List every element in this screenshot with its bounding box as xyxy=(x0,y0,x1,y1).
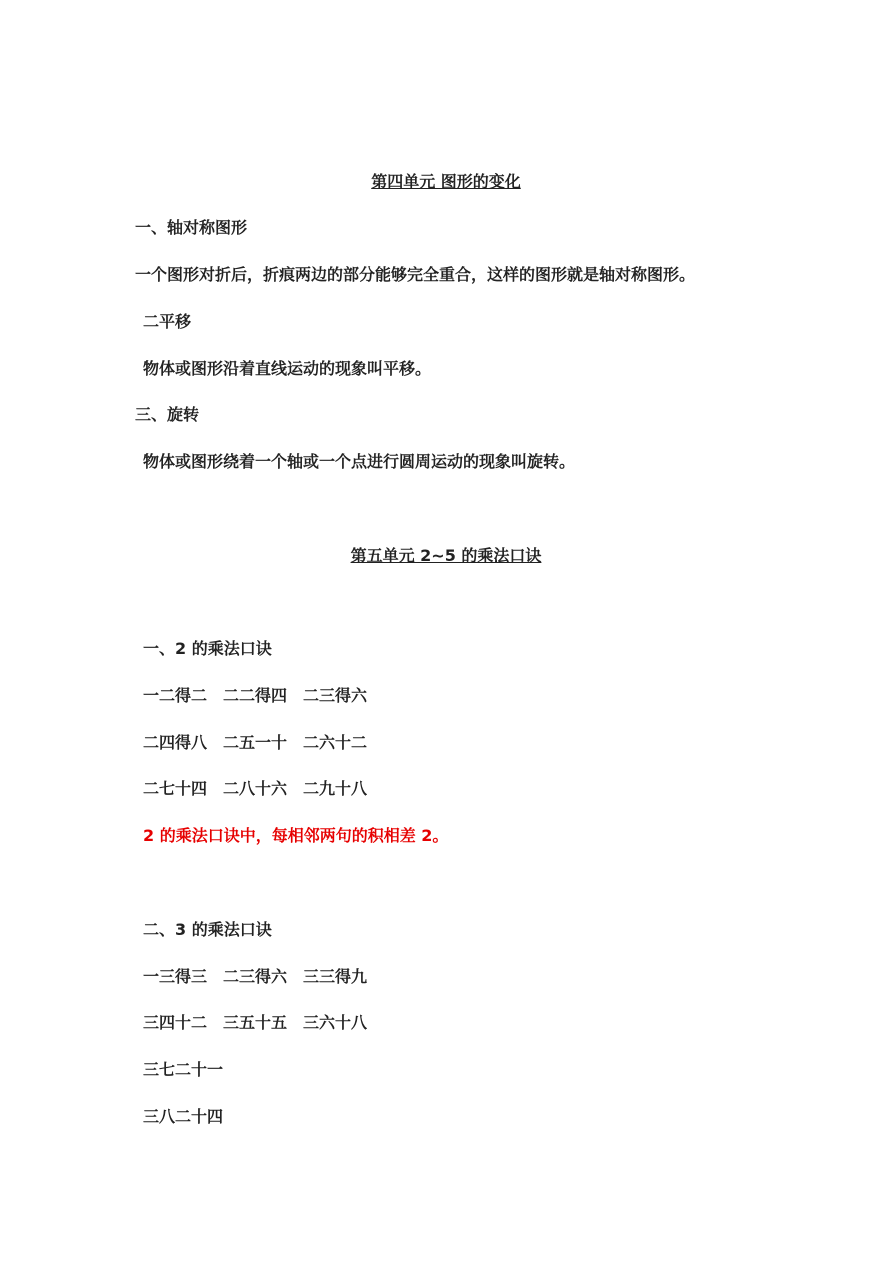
rhyme: 二七十四 xyxy=(143,779,208,798)
rhyme: 三四十二 xyxy=(143,1013,208,1032)
rhyme: 二五一十 xyxy=(223,733,288,752)
rhyme: 二二得四 xyxy=(223,686,288,705)
rhyme: 一二得二 xyxy=(143,686,208,705)
table2-row xyxy=(143,733,367,753)
rhyme: 三八二十四 xyxy=(143,1107,224,1126)
table3-row xyxy=(143,1013,367,1033)
unit4-section1-text: 一个图形对折后，折痕两边的部分能够完全重合，这样的图形就是轴对称图形。 xyxy=(135,265,696,284)
table3-heading: 二、3 的乘法口诀 xyxy=(143,920,272,939)
rhyme: 二八十六 xyxy=(223,779,288,798)
unit4-section2-text: 物体或图形沿着直线运动的现象叫平移。 xyxy=(143,359,432,378)
rhyme: 三三得九 xyxy=(303,967,368,986)
rhyme: 三七二十一 xyxy=(143,1060,224,1079)
unit4-section3-text: 物体或图形绕着一个轴或一个点进行圆周运动的现象叫旋转。 xyxy=(143,452,576,471)
table3-row xyxy=(143,1060,223,1080)
table2-row xyxy=(143,779,367,799)
rhyme: 一三得三 xyxy=(143,967,208,986)
unit4-section2-heading: 二平移 xyxy=(143,312,192,331)
rhyme: 三五十五 xyxy=(223,1013,288,1032)
table2-row xyxy=(143,686,367,706)
unit4-section3-heading: 三、旋转 xyxy=(135,405,200,424)
unit5-title: 第五单元 2~5 的乘法口诀 xyxy=(350,546,542,565)
unit4-title: 第四单元 图形的变化 xyxy=(371,172,521,191)
rhyme: 二三得六 xyxy=(303,686,368,705)
rhyme: 二六十二 xyxy=(303,733,368,752)
table2-note: 2 的乘法口诀中，每相邻两句的积相差 2。 xyxy=(143,826,449,845)
rhyme: 二九十八 xyxy=(303,779,368,798)
unit4-section1-heading: 一、轴对称图形 xyxy=(135,218,248,237)
table3-row xyxy=(143,967,367,987)
table2-heading: 一、2 的乘法口诀 xyxy=(143,639,272,658)
rhyme: 三六十八 xyxy=(303,1013,368,1032)
table3-row xyxy=(143,1107,223,1127)
rhyme: 二三得六 xyxy=(223,967,288,986)
rhyme: 二四得八 xyxy=(143,733,208,752)
